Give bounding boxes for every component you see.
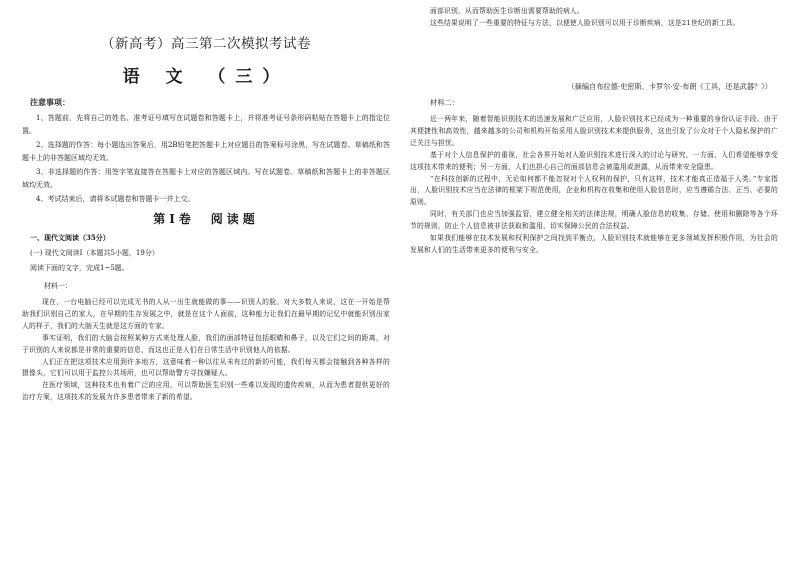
- notice-list: [22, 112, 390, 208]
- paragraph: 这些结果说明了一些重要的特征与方法，以便使人脸识别可以用于诊断疾病，这是21世纪的新工具。: [430, 18, 740, 27]
- material-one-label: 材料一：: [44, 282, 72, 290]
- right-column: [410, 0, 778, 562]
- material-one-body: [22, 297, 390, 404]
- material-one-continuation: [410, 6, 778, 30]
- paragraph: “在科技创新的过程中，无论如何都不能忽视对个人权利的保护，只有这样，技术才能真正造福于人类。”专家指出，人脸识别技术应当在法律的框架下规范使用，企业和机构在收集和使用人脸信息时，应当遵循合法、正当、必要的原则。: [410, 174, 778, 207]
- paragraph: 现在，一台电脑已经可以完成无书的人从一出生就能做的事——识别人的脸。对大多数人来说，这在一开始是帮助我们识别自己的家人，在早期的生存发展之中，就是在这个人面前，这种能力让我们在最早期的记忆中就能识别出家人的样子，我们的大脑天生就是这方面的专家。: [22, 298, 390, 330]
- exam-title: （新高考）高三第二次模拟考试卷: [101, 36, 311, 52]
- section-instruction: 阅读下面的文字，完成1~5题。: [30, 264, 129, 272]
- left-column: [22, 0, 390, 562]
- paragraph: 人们正在把这项技术应用到许多地方，这意味着一种以往从未有过的新的可能，我们每天都会接触到各种各样的摄像头，它们可以用于监控公共场所，也可以帮助警方寻找嫌疑人。: [22, 357, 390, 378]
- paragraph: 近一两年来，随着智能识别技术的迅速发展和广泛应用，人脸识别技术已经成为一种重要的身份认证手段。由于其便捷性和高效性，越来越多的公司和机构开始采用人脸识别技术来提供服务，这也引发了公众对于个人隐私保护的广泛关注与担忧。: [410, 115, 778, 147]
- paragraph: 如果我们能够在技术发展和权利保护之间找到平衡点，人脸识别技术就能够在更多领域发挥积极作用，为社会的发展和人们的生活带来更多的便利与安全。: [410, 234, 778, 254]
- material-two-body: [410, 114, 778, 257]
- subject-title: 语 文 （三）: [122, 67, 290, 87]
- notice-item: 2、选择题的作答：每小题选出答案后，用2B铅笔把答题卡上对应题目的答案标号涂黑，写在试题卷、草稿纸和答题卡上的非答题区域均无效。: [22, 141, 390, 162]
- section-sub-heading: (一) 现代文阅读Ⅰ（本题共5小题，19分）: [30, 249, 159, 257]
- section-heading: 一、现代文阅读（35分）: [30, 233, 110, 242]
- notice-item: 3、非选择题的作答：用签字笔直接答在答题卡上对应的答题区域内。写在试题卷、草稿纸和答题卡上的非答题区域均无效。: [22, 168, 390, 189]
- material-one-source: （摘编自布拉德·史密斯、卡罗尔·安·布朗《工具，还是武器？》）: [567, 82, 772, 91]
- material-two-label: 材料二：: [430, 98, 459, 107]
- notice-item: 1、答题前，先将自己的姓名、准考证号填写在试题卷和答题卡上，并将准考证号条形码粘贴在答题卡上的指定位置。: [22, 114, 390, 135]
- paragraph: 事实证明，我们的大脑会按照某种方式来处理人脸，我们的面部特征包括眼睛和鼻子，以及它们之间的距离，对于识别的人来说都是非常的重要的信息，而这也正是人们在日常生活中识别他人的依据。: [22, 333, 390, 354]
- paragraph: 同时，有关部门也应当加强监管，建立健全相关的法律法规，明确人脸信息的收集、存储、使用和删除等各个环节的规则，防止个人信息被非法获取和滥用，切实保障公民的合法权益。: [410, 210, 778, 231]
- notice-item: 4、考试结束后，请将本试题卷和答题卡一并上交。: [36, 195, 195, 203]
- paragraph: 在医疗领域，这种技术也有着广泛的应用，可以帮助医生识别一些难以发现的遗传疾病，从而为患者提供更好的治疗方案，这项技术的发展为许多患者带来了新的希望。: [22, 381, 390, 402]
- notice-heading: 注意事项：: [30, 97, 70, 107]
- part-title: 第Ⅰ卷 阅读题: [153, 212, 259, 226]
- paragraph: 基于对个人信息保护的重视，社会各界开始对人脸识别技术进行深入的讨论与研究，一方面，人们希望能够享受这项技术带来的便利；另一方面，人们也担心自己的面部信息会被滥用或泄露，从而带来安全隐患。: [410, 150, 778, 171]
- paragraph: 面部识别，从而帮助医生诊断出需要帮助的病人。: [430, 7, 584, 15]
